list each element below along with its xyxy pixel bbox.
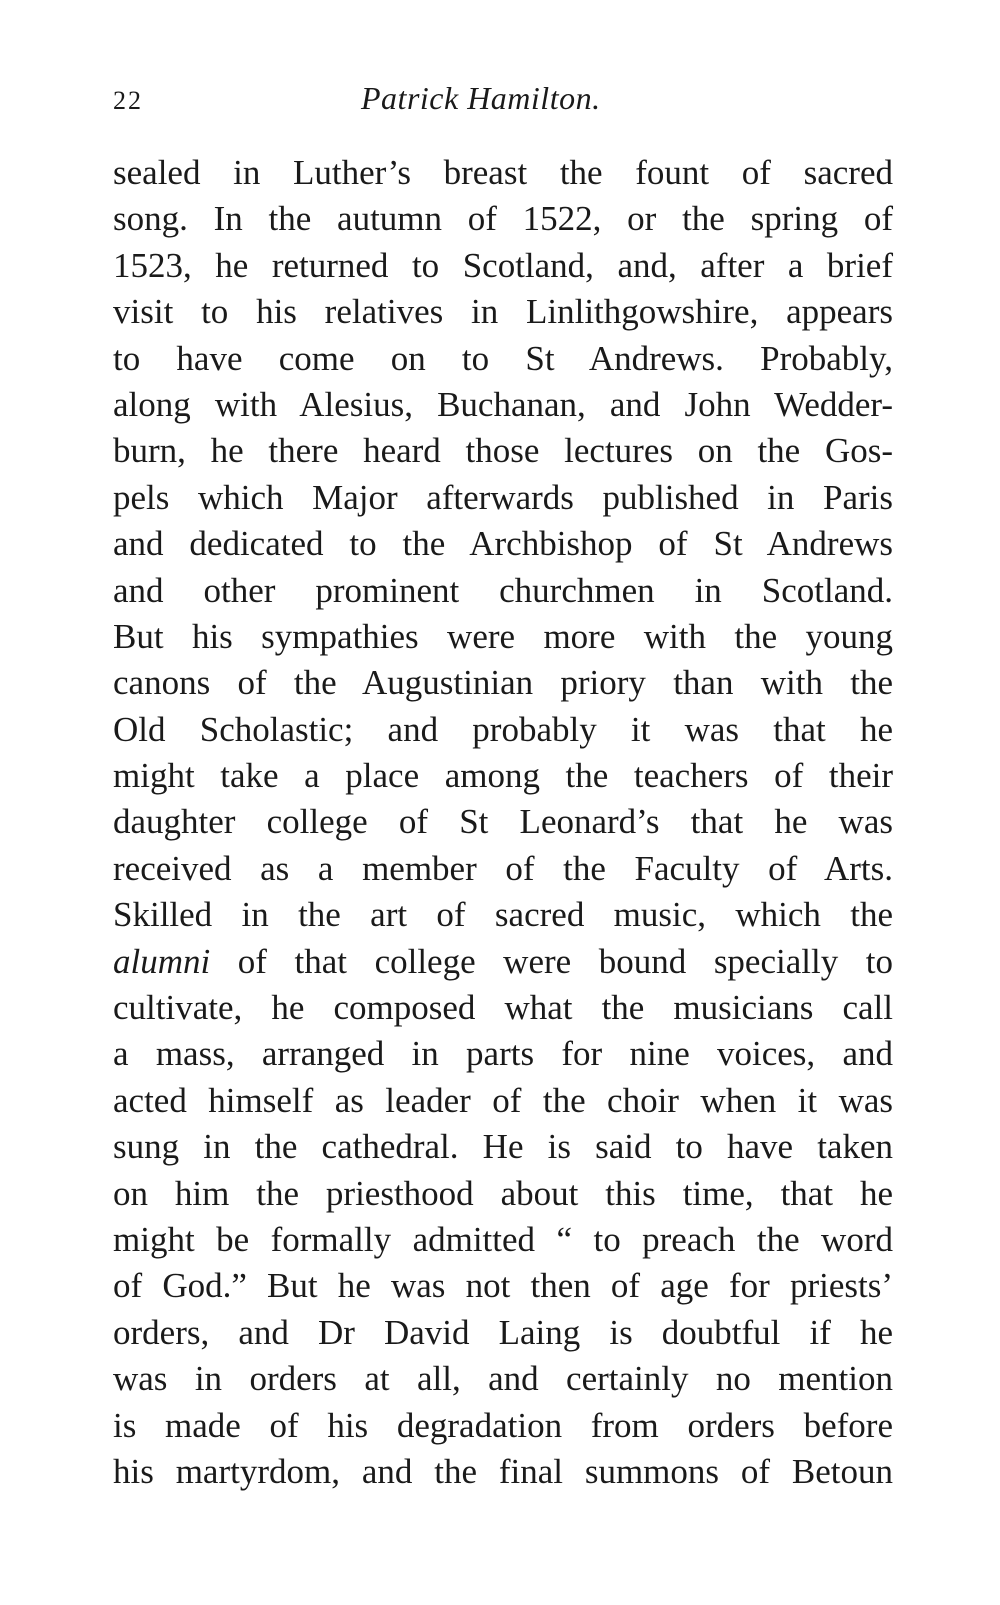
text-segment: might take a place among the teachers of their — [113, 756, 893, 796]
text-line — [113, 428, 893, 474]
page-number: 22 — [113, 86, 143, 115]
text-segment: canons of the Augustinian priory than with the — [113, 663, 893, 703]
text-segment: might be formally admitted “ to preach the word — [113, 1219, 893, 1259]
text-line — [113, 1403, 893, 1449]
text-line — [113, 289, 893, 335]
text-line — [113, 475, 893, 521]
text-segment: visit to his relatives in Linlithgowshire, appears — [113, 292, 893, 332]
text-line — [113, 382, 893, 428]
text-segment: a mass, arranged in parts for nine voices, and — [113, 1034, 893, 1074]
text-segment: is made of his degradation from orders before — [113, 1405, 893, 1445]
text-line — [113, 196, 893, 242]
text-segment: sung in the cathedral. He is said to have taken — [113, 1127, 893, 1167]
text-line — [113, 707, 893, 753]
text-segment: orders, and Dr David Laing is doubtful if he — [113, 1312, 893, 1352]
text-segment: acted himself as leader of the choir when it was — [113, 1080, 893, 1120]
text-line — [113, 1124, 893, 1170]
text-segment: daughter college of St Leonard’s that he was — [113, 802, 893, 842]
running-header — [113, 76, 893, 126]
text-line — [113, 985, 893, 1031]
text-segment: on him the priesthood about this time, that he — [113, 1173, 893, 1213]
text-line — [113, 1449, 893, 1495]
text-segment: Old Scholastic; and probably it was that he — [113, 709, 893, 749]
text-segment: along with Alesius, Buchanan, and John Wedder- — [113, 384, 893, 424]
text-segment: was in orders at all, and certainly no mention — [113, 1359, 893, 1399]
text-segment: and other prominent churchmen in Scotland. — [113, 570, 893, 610]
text-segment: But his sympathies were more with the young — [113, 616, 893, 656]
text-line — [113, 846, 893, 892]
text-segment: and dedicated to the Archbishop of St Andrews — [113, 524, 893, 564]
text-line — [113, 892, 893, 938]
text-segment: of that college were bound specially to — [210, 941, 893, 981]
text-line — [113, 1310, 893, 1356]
text-segment: his martyrdom, and the final summons of Betoun — [113, 1451, 893, 1491]
text-segment: Skilled in the art of sacred music, which the — [113, 895, 893, 935]
text-segment: pels which Major afterwards published in Paris — [113, 477, 893, 517]
text-segment: song. In the autumn of 1522, or the spring of — [113, 199, 893, 239]
text-line — [113, 1217, 893, 1263]
text-line — [113, 243, 893, 289]
text-line — [113, 1078, 893, 1124]
text-line — [113, 1356, 893, 1402]
text-line — [113, 939, 893, 985]
text-line — [113, 568, 893, 614]
text-line — [113, 150, 893, 196]
text-line — [113, 660, 893, 706]
italic-term: alumni — [113, 941, 211, 981]
running-title: Patrick Hamilton. — [361, 80, 601, 116]
text-segment: to have come on to St Andrews. Probably, — [113, 338, 893, 378]
text-segment: 1523, he returned to Scotland, and, after a brief — [113, 245, 893, 285]
text-segment: cultivate, he composed what the musicians call — [113, 988, 893, 1028]
text-line — [113, 1263, 893, 1309]
text-segment: burn, he there heard those lectures on the Gos- — [113, 431, 893, 471]
text-segment: received as a member of the Faculty of Arts. — [113, 848, 893, 888]
text-segment: sealed in Luther’s breast the fount of sacred — [113, 153, 893, 192]
body-text — [113, 150, 893, 1495]
text-line — [113, 1031, 893, 1077]
text-line — [113, 1171, 893, 1217]
text-line — [113, 753, 893, 799]
text-line — [113, 336, 893, 382]
text-line — [113, 799, 893, 845]
text-line — [113, 614, 893, 660]
text-segment: of God.” But he was not then of age for priests’ — [113, 1266, 893, 1306]
text-line — [113, 521, 893, 567]
